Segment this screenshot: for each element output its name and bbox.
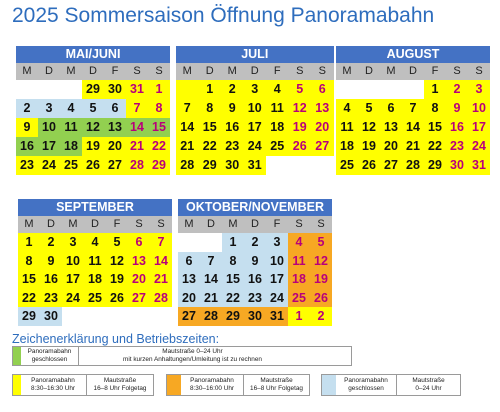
weekday-label: M [18, 216, 40, 233]
day-cell: 31 [126, 80, 148, 99]
day-cell: 12 [358, 118, 380, 137]
day-cell: 21 [200, 289, 222, 308]
weekday-label: D [40, 216, 62, 233]
day-cell: 26 [310, 289, 332, 308]
day-cell: 16 [40, 270, 62, 289]
day-cell: 30 [244, 307, 266, 326]
day-cell: 20 [178, 289, 200, 308]
day-cell: 14 [200, 270, 222, 289]
day-cell: 29 [424, 156, 446, 175]
day-cell: 31 [266, 307, 288, 326]
day-cell: 28 [126, 156, 148, 175]
day-cell: 30 [446, 156, 468, 175]
day-cell: 21 [176, 137, 199, 156]
day-cell: 27 [128, 289, 150, 308]
day-cell: 7 [176, 99, 199, 118]
legend-yellow-right-line1: Mautstraße [103, 377, 137, 384]
day-cell: 1 [148, 80, 170, 99]
empty-day-cell [289, 156, 312, 175]
day-cell: 27 [178, 307, 200, 326]
day-cell: 11 [336, 118, 358, 137]
day-grid [176, 80, 334, 175]
weekday-label: F [266, 63, 289, 80]
weekday-header-row [336, 63, 490, 80]
day-cell: 13 [380, 118, 402, 137]
day-cell: 25 [84, 289, 106, 308]
day-cell: 22 [148, 137, 170, 156]
day-cell: 4 [84, 233, 106, 252]
weekday-label: M [336, 63, 358, 80]
day-cell: 23 [221, 137, 244, 156]
weekday-label: M [176, 63, 199, 80]
weekday-label: D [402, 63, 424, 80]
day-cell: 7 [402, 99, 424, 118]
day-cell: 20 [104, 137, 126, 156]
day-cell: 16 [221, 118, 244, 137]
legend-blue-swatch [322, 375, 336, 395]
empty-day-cell [178, 233, 200, 252]
month-header: MAI/JUNI [16, 46, 170, 63]
day-cell: 27 [380, 156, 402, 175]
legend-blue-right-line1: Mautstraße [412, 377, 445, 384]
weekday-header-row [176, 63, 334, 80]
day-cell: 13 [311, 99, 334, 118]
weekday-label: S [310, 216, 332, 233]
day-cell: 1 [424, 80, 446, 99]
legend-green-divider [78, 346, 79, 366]
month-block-august [336, 46, 490, 175]
day-cell: 10 [62, 252, 84, 271]
legend-orange-right-line1: Mautstraße [260, 377, 293, 384]
day-cell: 18 [336, 137, 358, 156]
day-cell: 9 [446, 99, 468, 118]
day-cell: 17 [468, 118, 490, 137]
day-cell: 25 [336, 156, 358, 175]
day-cell: 1 [199, 80, 222, 99]
legend-title: Zeichenerklärung und Betriebszeiten: [12, 332, 220, 346]
legend-green-left-line2: geschlossen [31, 356, 68, 363]
day-cell: 3 [38, 99, 60, 118]
day-cell: 18 [288, 270, 310, 289]
day-cell: 14 [150, 252, 172, 271]
weekday-label: M [222, 216, 244, 233]
day-cell: 15 [424, 118, 446, 137]
day-cell: 28 [402, 156, 424, 175]
day-cell: 27 [104, 156, 126, 175]
weekday-label: S [126, 63, 148, 80]
day-cell: 11 [288, 252, 310, 271]
weekday-label: F [266, 216, 288, 233]
empty-day-cell [200, 233, 222, 252]
day-cell: 17 [266, 270, 288, 289]
weekday-label: D [358, 63, 380, 80]
day-cell: 28 [200, 307, 222, 326]
month-block-september [18, 199, 172, 326]
day-cell: 25 [266, 137, 289, 156]
day-cell: 14 [402, 118, 424, 137]
day-cell: 5 [310, 233, 332, 252]
legend-blue-left-line1: Panoramabahn [344, 377, 388, 384]
day-grid [336, 80, 490, 175]
weekday-label: D [84, 216, 106, 233]
day-cell: 31 [468, 156, 490, 175]
day-cell: 19 [310, 270, 332, 289]
day-cell: 26 [106, 289, 128, 308]
empty-day-cell [60, 80, 82, 99]
weekday-label: S [289, 63, 312, 80]
empty-day-cell [128, 307, 150, 326]
day-cell: 29 [199, 156, 222, 175]
day-cell: 5 [106, 233, 128, 252]
day-cell: 8 [424, 99, 446, 118]
legend-green-right-line2: mit kurzen Anhaltungen/Umleitung ist zu rechnen [123, 356, 262, 363]
day-cell: 12 [310, 252, 332, 271]
day-cell: 15 [199, 118, 222, 137]
day-cell: 24 [62, 289, 84, 308]
day-cell: 17 [244, 118, 267, 137]
day-cell: 10 [468, 99, 490, 118]
day-cell: 22 [199, 137, 222, 156]
day-cell: 22 [222, 289, 244, 308]
day-cell: 23 [244, 289, 266, 308]
weekday-label: M [60, 63, 82, 80]
weekday-label: M [380, 63, 402, 80]
day-cell: 24 [38, 156, 60, 175]
day-cell: 7 [126, 99, 148, 118]
day-cell: 5 [82, 99, 104, 118]
weekday-label: F [106, 216, 128, 233]
day-cell: 30 [104, 80, 126, 99]
day-cell: 29 [18, 307, 40, 326]
day-cell: 9 [16, 118, 38, 137]
day-cell: 7 [150, 233, 172, 252]
day-cell: 6 [104, 99, 126, 118]
month-block-mai-juni [16, 46, 170, 175]
empty-day-cell [358, 80, 380, 99]
day-cell: 1 [288, 307, 310, 326]
day-cell: 6 [178, 252, 200, 271]
legend-orange-swatch [167, 375, 181, 395]
day-cell: 22 [18, 289, 40, 308]
day-grid [16, 80, 170, 175]
day-cell: 4 [336, 99, 358, 118]
day-cell: 26 [358, 156, 380, 175]
month-header: JULI [176, 46, 334, 63]
day-cell: 20 [380, 137, 402, 156]
day-cell: 9 [40, 252, 62, 271]
month-header: AUGUST [336, 46, 490, 63]
day-cell: 23 [446, 137, 468, 156]
day-cell: 30 [221, 156, 244, 175]
empty-day-cell [311, 156, 334, 175]
day-cell: 24 [244, 137, 267, 156]
day-cell: 3 [62, 233, 84, 252]
day-cell: 6 [380, 99, 402, 118]
day-cell: 22 [424, 137, 446, 156]
day-cell: 2 [244, 233, 266, 252]
weekday-label: F [424, 63, 446, 80]
day-cell: 17 [62, 270, 84, 289]
weekday-label: S [150, 216, 172, 233]
day-cell: 16 [16, 137, 38, 156]
day-cell: 6 [311, 80, 334, 99]
day-cell: 26 [82, 156, 104, 175]
day-cell: 21 [126, 137, 148, 156]
weekday-label: S [128, 216, 150, 233]
legend-yellow-left-line1: Panoramabahn [31, 377, 75, 384]
day-cell: 4 [266, 80, 289, 99]
day-cell: 18 [60, 137, 82, 156]
day-cell: 28 [176, 156, 199, 175]
day-cell: 19 [289, 118, 312, 137]
month-block-oktober-november [178, 199, 332, 326]
day-grid [18, 233, 172, 326]
day-cell: 12 [289, 99, 312, 118]
day-cell: 15 [18, 270, 40, 289]
empty-day-cell [106, 307, 128, 326]
day-cell: 2 [40, 233, 62, 252]
day-cell: 19 [106, 270, 128, 289]
weekday-label: M [178, 216, 200, 233]
weekday-label: D [199, 63, 222, 80]
day-cell: 8 [199, 99, 222, 118]
day-cell: 13 [178, 270, 200, 289]
day-cell: 16 [446, 118, 468, 137]
weekday-label: F [104, 63, 126, 80]
weekday-label: S [288, 216, 310, 233]
legend-green-right-line1: Mautstraße 0–24 Uhr [162, 348, 223, 355]
day-cell: 24 [266, 289, 288, 308]
empty-day-cell [176, 80, 199, 99]
empty-day-cell [62, 307, 84, 326]
weekday-label: D [244, 216, 266, 233]
legend-green-left-line1: Panoramabahn [27, 348, 72, 355]
day-cell: 16 [244, 270, 266, 289]
day-cell: 4 [60, 99, 82, 118]
day-cell: 12 [82, 118, 104, 137]
day-cell: 4 [288, 233, 310, 252]
weekday-header-row [18, 216, 172, 233]
day-cell: 24 [468, 137, 490, 156]
day-cell: 14 [176, 118, 199, 137]
day-cell: 3 [266, 233, 288, 252]
legend-yellow-right-line2: 16–8 Uhr Folgetag [93, 385, 147, 392]
day-cell: 27 [311, 137, 334, 156]
day-cell: 18 [84, 270, 106, 289]
legend-orange-right-line2: 16–8 Uhr Folgetag [250, 385, 303, 392]
day-cell: 19 [82, 137, 104, 156]
day-cell: 3 [244, 80, 267, 99]
day-cell: 28 [150, 289, 172, 308]
day-cell: 2 [16, 99, 38, 118]
day-cell: 5 [289, 80, 312, 99]
day-cell: 12 [106, 252, 128, 271]
weekday-label: M [62, 216, 84, 233]
day-cell: 2 [446, 80, 468, 99]
legend-orange-left-line1: Panoramabahn [190, 377, 234, 384]
day-cell: 11 [84, 252, 106, 271]
empty-day-cell [402, 80, 424, 99]
day-cell: 2 [221, 80, 244, 99]
day-cell: 20 [311, 118, 334, 137]
day-cell: 1 [222, 233, 244, 252]
weekday-label: S [446, 63, 468, 80]
day-cell: 26 [289, 137, 312, 156]
page-title: 2025 Sommersaison Öffnung Panoramabahn [12, 4, 435, 27]
weekday-header-row [16, 63, 170, 80]
empty-day-cell [84, 307, 106, 326]
weekday-header-row [178, 216, 332, 233]
day-cell: 25 [288, 289, 310, 308]
day-cell: 31 [244, 156, 267, 175]
day-cell: 2 [310, 307, 332, 326]
day-cell: 21 [150, 270, 172, 289]
day-cell: 1 [18, 233, 40, 252]
legend-green-swatch [13, 347, 21, 365]
day-cell: 21 [402, 137, 424, 156]
day-cell: 8 [222, 252, 244, 271]
day-cell: 23 [40, 289, 62, 308]
month-header: SEPTEMBER [18, 199, 172, 216]
day-cell: 18 [266, 118, 289, 137]
weekday-label: D [38, 63, 60, 80]
weekday-label: D [82, 63, 104, 80]
day-cell: 5 [358, 99, 380, 118]
weekday-label: D [200, 216, 222, 233]
day-cell: 8 [148, 99, 170, 118]
empty-day-cell [38, 80, 60, 99]
day-cell: 9 [221, 99, 244, 118]
day-cell: 3 [468, 80, 490, 99]
weekday-label: S [148, 63, 170, 80]
weekday-label: M [16, 63, 38, 80]
day-cell: 10 [244, 99, 267, 118]
empty-day-cell [150, 307, 172, 326]
day-cell: 19 [358, 137, 380, 156]
day-cell: 10 [38, 118, 60, 137]
day-cell: 30 [40, 307, 62, 326]
day-cell: 25 [60, 156, 82, 175]
day-cell: 9 [244, 252, 266, 271]
day-cell: 23 [16, 156, 38, 175]
day-cell: 13 [128, 252, 150, 271]
empty-day-cell [16, 80, 38, 99]
month-header: OKTOBER/NOVEMBER [178, 199, 332, 216]
day-cell: 29 [82, 80, 104, 99]
legend-yellow-swatch [13, 375, 21, 395]
legend-orange-left-line2: 8:30–16:00 Uhr [189, 385, 235, 392]
empty-day-cell [380, 80, 402, 99]
empty-day-cell [336, 80, 358, 99]
day-cell: 29 [148, 156, 170, 175]
month-block-juli [176, 46, 334, 175]
day-cell: 11 [266, 99, 289, 118]
weekday-label: S [468, 63, 490, 80]
day-cell: 17 [38, 137, 60, 156]
legend-blue-right-line2: 0–24 Uhr [415, 385, 442, 392]
day-grid [178, 233, 332, 326]
day-cell: 7 [200, 252, 222, 271]
day-cell: 6 [128, 233, 150, 252]
day-cell: 29 [222, 307, 244, 326]
empty-day-cell [266, 156, 289, 175]
legend-blue-left-line2: geschlossen [348, 385, 384, 392]
weekday-label: M [221, 63, 244, 80]
weekday-label: D [244, 63, 267, 80]
weekday-label: S [311, 63, 334, 80]
day-cell: 15 [222, 270, 244, 289]
day-cell: 14 [126, 118, 148, 137]
day-cell: 11 [60, 118, 82, 137]
day-cell: 8 [18, 252, 40, 271]
day-cell: 13 [104, 118, 126, 137]
day-cell: 20 [128, 270, 150, 289]
legend-yellow-left-line2: 8:30–16:30 Uhr [30, 385, 76, 392]
day-cell: 10 [266, 252, 288, 271]
day-cell: 15 [148, 118, 170, 137]
